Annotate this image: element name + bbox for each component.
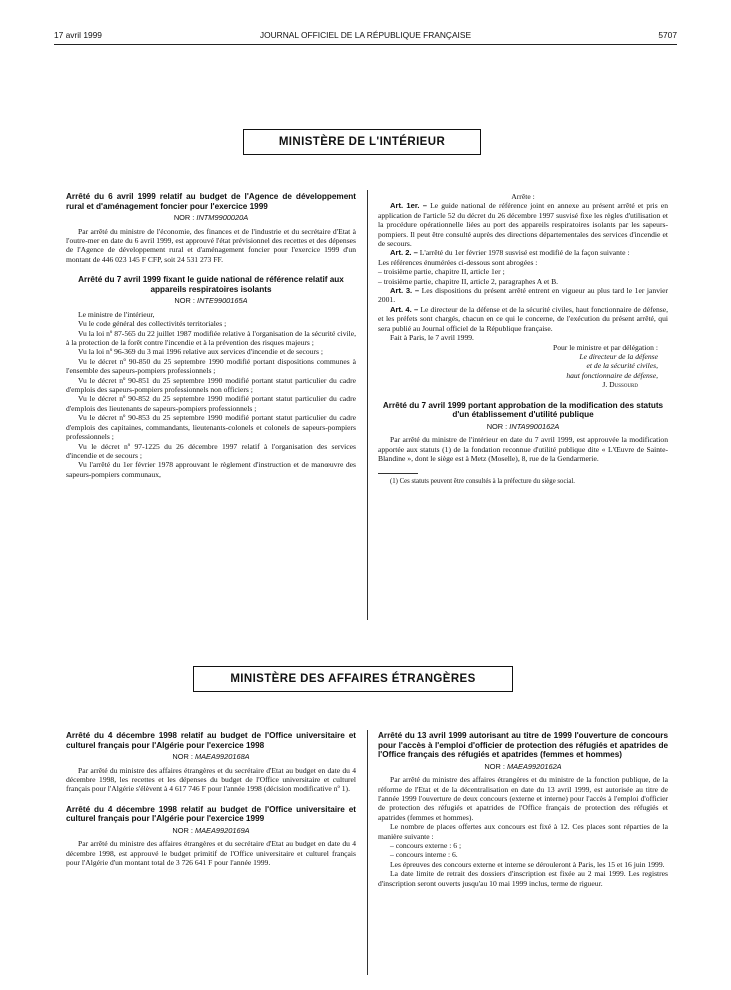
s1-a2-line: Vu la loi nº 96-369 du 3 mai 1996 relative aux services d'incendie et de secours ; [78,347,323,357]
s1-footnote: (1) Ces statuts peuvent être consultés à la préfecture du siège social. [390,478,575,486]
header-rule [54,44,677,45]
s1-a2-line: Vu le décret nº 90-851 du 25 septembre 1990 modifié portant statut particulier du cadre d'emplois des sapeurs-pompiers professionnels non officiers ; [66,375,356,395]
s2-right-column [378,731,668,888]
s1-art1: Art. 1er. – Le guide national de référence joint en annexe au présent arrêté et pris en application de l'article 52 du décret du 26 décembre 1997 susvisé fixe les règles d'utilisation et la procédure opérationnelle liées au port des appareils respiratoires isolants par les sapeurs-pompiers. Il peut être consulté auprès des directions départementales des services d'incendie et de secours. [378,201,668,249]
s1-a2-line: Vu le décret nº 90-853 du 25 septembre 1990 modifié portant statut particulier du cadre d'emplois des capitaines, commandants, lieutenants-colonels et colonels de sapeurs-pompiers professionnels ; [66,413,356,442]
s2-b1-nor: NOR : MAEA9920168A [172,752,250,762]
s2-b3-title: Arrêté du 13 avril 1999 autorisant au titre de 1999 l'ouverture de concours pour l'accès à l'emploi d'officier de protection des réfugiés et apatrides de l'Office français des réfugiés et apatrides (femmes et hommes) [378,731,668,760]
page-header [54,30,677,42]
s1-arrete: Arrête : [511,192,535,201]
s1-column-divider [367,190,368,620]
s1-a2-line: Vu la loi nº 87-565 du 22 juillet 1987 modifiée relative à l'organisation de la sécurité civile, à la protection de la forêt contre l'incendie et à la prévention des risques majeurs ; [66,328,356,348]
header-page-number: 5707 [658,30,677,40]
s2-b3-nor: NOR : MAEA9920162A [484,761,562,771]
s2-b3-body2: Le nombre de places offertes aux concours est fixé à 12. Ces places sont réparties de la manière suivante : [378,822,668,841]
s1-a2-line: Vu le code général des collectivités territoriales ; [78,319,227,329]
s1-a2-line: Vu le décret nº 90-852 du 25 septembre 1990 modifié portant statut particulier du cadre d'emplois des lieutenants de sapeurs-pompiers professionnels ; [66,394,356,413]
s1-art2: Art. 2. – L'arrêté du 1er février 1978 susvisé est modifié de la façon suivante : [390,248,630,258]
s2-b3-body4: La date limite de retrait des dossiers d'inscription est fixée au 2 mai 1999. Les registres d'inscription seront ouverts jusqu'au 10 mai 1999 inclus, terme de rigueur. [378,869,668,888]
s1-art2-line: Les références énumérées ci-dessous sont abrogées : [378,257,538,267]
ministry-interieur-title: MINISTÈRE DE L'INTÉRIEUR [278,136,446,148]
s1-signature: Pour le ministre et par délégation : Le directeur de la défense et de la sécurité civiles, haut fonctionnaire de défense, J. Dussourd [552,342,658,390]
s1-art2-line: – troisième partie, chapitre II, article 1er ; [378,267,505,277]
s2-left-column [66,731,356,868]
s1-art3: Art. 3. – Les dispositions du présent arrêté entrent en vigueur au plus tard le 1er janvier 2001. [378,286,668,305]
s1-right-column [378,192,668,487]
s2-b1-body: Par arrêté du ministre des affaires étrangères et du secrétaire d'Etat au budget en date du 4 décembre 1998, les recettes et les dépenses du budget de l'Office universitaire et culturel français pour l'Algérie s'élèvent à 4 617 746 F pour l'année 1998 (décision modificative nº 1). [66,765,356,794]
footnote-rule [378,473,418,474]
s1-a2-line: Vu l'arrêté du 1er février 1978 approuvant le règlement d'instruction et de manœuvre des sapeurs-pompiers communaux, [66,460,356,479]
s2-b3-body3: Les épreuves des concours externe et interne se dérouleront à Paris, les 15 et 16 juin 1999. [390,859,665,869]
s1-a2-title: Arrêté du 7 avril 1999 fixant le guide national de référence relatif aux appareils respiratoires isolants [78,275,344,294]
s1-a1-body: Par arrêté du ministre de l'économie, des finances et de l'industrie et du secrétaire d'Etat à l'outre-mer en date du 6 avril 1999, est approuvé l'état prévisionnel des recettes et des dépenses de l'Agence de développement rural et d'aménagement foncier pour l'exercice 1999 d'un montant de 446 023 145 F CFP, soit 24 531 273 FF. [66,226,356,264]
header-journal-title: JOURNAL OFFICIEL DE LA RÉPUBLIQUE FRANÇAISE [259,30,472,40]
s1-a1-title: Arrêté du 6 avril 1999 relatif au budget de l'Agence de développement rural et d'aménagement foncier pour l'exercice 1999 [66,192,356,211]
s1-a2-line: Vu le décret nº 97-1225 du 26 décembre 1997 relatif à l'organisation des services d'incendie et de secours ; [66,441,356,460]
s2-b2-title: Arrêté du 4 décembre 1998 relatif au budget de l'Office universitaire et culturel français pour l'Algérie pour l'exercice 1999 [66,804,356,824]
s1-left-column [66,192,356,479]
s1-a3-nor: NOR : INTA9900162A [486,421,560,431]
s1-a2-nor: NOR : INTE9900165A [174,296,248,306]
s1-art4: Art. 4. – Le directeur de la défense et de la sécurité civiles, haut fonctionnaire de défense, et les préfets sont chargés, chacun en ce qui le concerne, de l'exécution du présent arrêté, qui sera publié au Journal officiel de la République française. [378,304,669,333]
s2-column-divider [367,730,368,975]
s2-b3-body1: Par arrêté du ministre des affaires étrangères et du ministre de la fonction publique, de la réforme de l'Etat et de la décentralisation en date du 13 avril 1999, est autorisée au titre de l'année 1999 l'ouverture de deux concours (externe et interne) pour l'accès à l'emploi d'officier de protection des réfugiés et apatrides de l'Office français de protection des réfugiés et apatrides (femmes et hommes). [378,775,668,822]
s2-b2-body: Par arrêté du ministre des affaires étrangères et du secrétaire d'Etat au budget en date du 4 décembre 1998, est approuvé le budget primitif de l'Office universitaire et culturel français pour l'Algérie d'un montant total de 3 726 641 F pour l'année 1999. [66,839,356,868]
s1-a3-title: Arrêté du 7 avril 1999 portant approbation de la modification des statuts d'un établissement d'utilité publique [382,400,664,420]
s2-b3-external: – concours externe : 6 ; [390,841,462,851]
ministry-affaires-etrangeres-box [193,666,513,692]
s2-b3-internal: – concours interne : 6. [390,850,458,860]
s1-a3-body: Par arrêté du ministre de l'intérieur en date du 7 avril 1999, est approuvée la modification apportée aux statuts (1) de la fondation reconnue d'utilité publique dite « L'Œuvre de Sainte-Blandine », dont le siège est à Metz (Moselle), 8, rue de la Gendarmerie. [378,435,668,463]
s1-art2-line: – troisième partie, chapitre II, article 2, paragraphes A et B. [378,276,559,286]
s1-a1-nor: NOR : INTM9900020A [173,213,249,223]
s2-b2-nor: NOR : MAEA9920169A [172,826,250,835]
header-date: 17 avril 1999 [54,30,102,40]
s1-place-date: Fait à Paris, le 7 avril 1999. [390,333,474,343]
ministry-interieur-box [243,129,481,155]
s2-b1-title: Arrêté du 4 décembre 1998 relatif au budget de l'Office universitaire et culturel français pour l'Algérie pour l'exercice 1998 [66,731,356,750]
ministry-affaires-etrangeres-title: MINISTÈRE DES AFFAIRES ÉTRANGÈRES [230,673,476,685]
s1-a2-line: Le ministre de l'intérieur, [78,309,155,319]
s1-a2-line: Vu le décret nº 90-850 du 25 septembre 1990 modifié portant dispositions communes à l'ensemble des sapeurs-pompiers professionnels ; [66,356,356,376]
